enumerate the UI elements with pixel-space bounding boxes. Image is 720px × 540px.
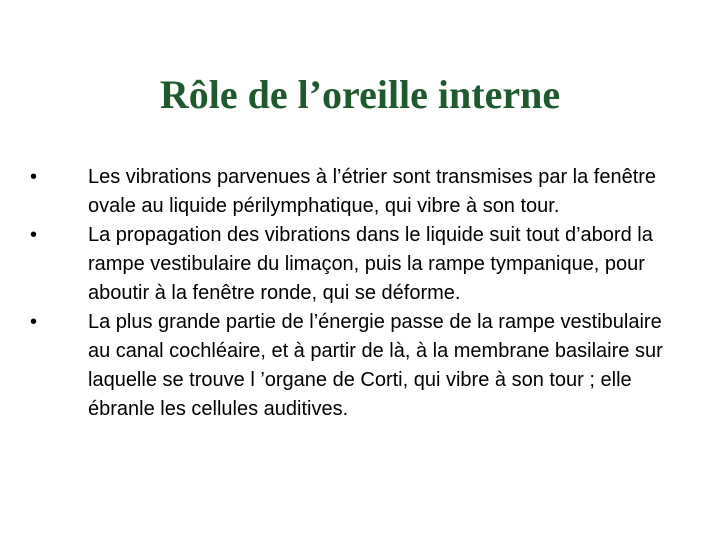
bullet-text: La propagation des vibrations dans le liquide suit tout d’abord la rampe vestibulaire du limaçon, puis la rampe tympanique, pour aboutir à la fenêtre ronde, qui se déforme. (88, 224, 653, 304)
bullet-item (30, 308, 680, 424)
bullet-point-icon: • (30, 311, 38, 333)
bullet-point-icon: • (30, 224, 38, 246)
slide-title: Rôle de l’oreille interne (159, 72, 561, 117)
bullet-text: Les vibrations parvenues à l’étrier sont transmises par la fenêtre ovale au liquide périlymphatique, qui vibre à son tour. (88, 166, 657, 217)
bullet-point-icon: • (30, 166, 38, 188)
bullet-text: La plus grande partie de l’énergie passe de la rampe vestibulaire au canal cochléaire, et à partir de là, à la membrane basilaire sur laquelle se trouve l ’organe de Corti, qui vibre à son tour ; elle ébranle les cellules auditives. (88, 311, 663, 420)
bullet-item (30, 221, 680, 308)
bullet-list (30, 163, 680, 424)
bullet-item (30, 163, 680, 221)
